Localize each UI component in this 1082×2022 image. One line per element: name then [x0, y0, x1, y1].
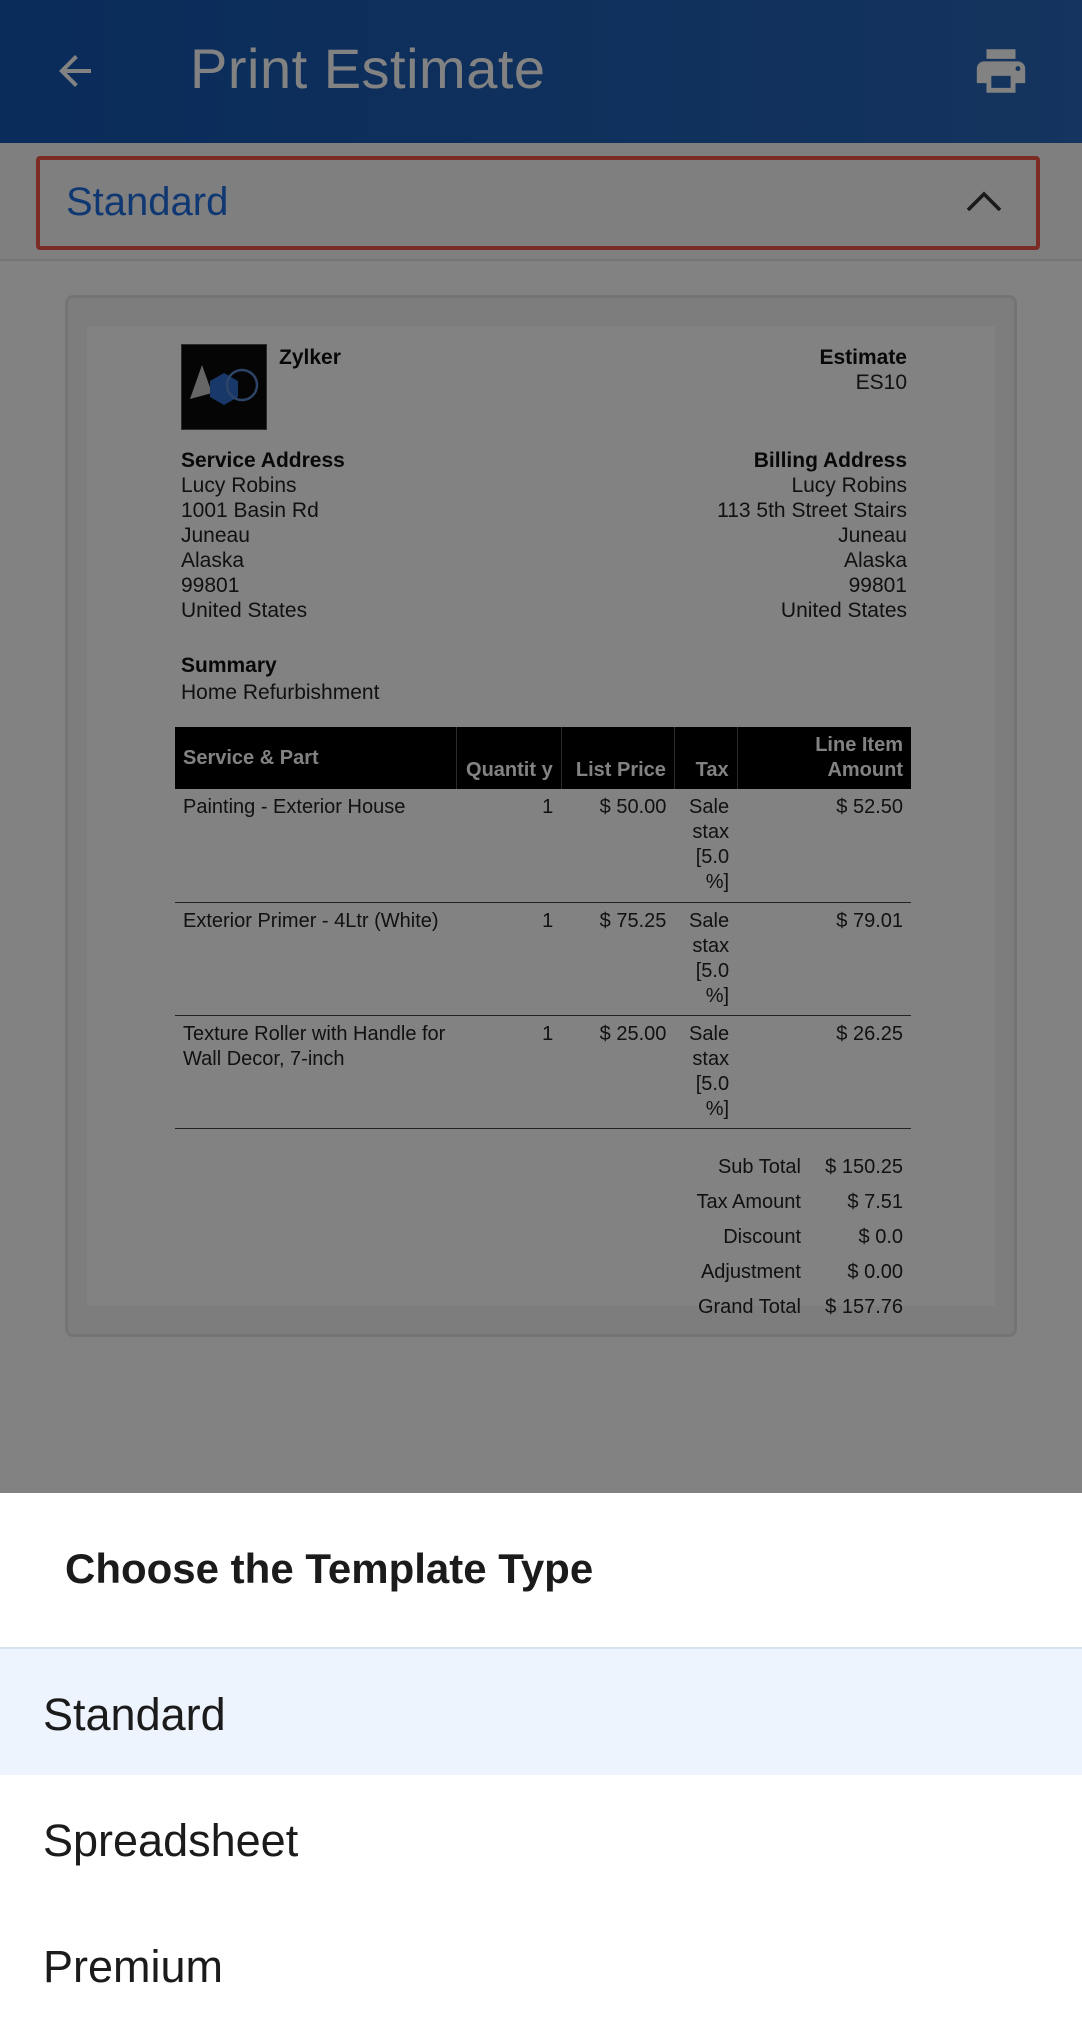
- item-name: Painting - Exterior House: [175, 789, 456, 902]
- item-amount: $ 52.50: [737, 789, 911, 902]
- item-name: Texture Roller with Handle for Wall Decor, 7-inch: [175, 1015, 456, 1128]
- item-amount: $ 26.25: [737, 1015, 911, 1128]
- item-tax: Sale stax [5.0 %]: [674, 902, 737, 1015]
- option-label: Spreadsheet: [43, 1815, 299, 1866]
- header-tax: Tax: [674, 727, 737, 789]
- template-type-sheet: [0, 1493, 1082, 2022]
- item-amount: $ 79.01: [737, 902, 911, 1015]
- item-name: Exterior Primer - 4Ltr (White): [175, 902, 456, 1015]
- option-premium[interactable]: [0, 1901, 1082, 2022]
- discount-label: Discount: [723, 1226, 801, 1248]
- address-line: Lucy Robins: [791, 474, 907, 497]
- item-qty: 1: [456, 902, 561, 1015]
- address-line: 99801: [848, 574, 907, 597]
- option-standard[interactable]: [0, 1649, 1082, 1775]
- estimate-label: Estimate: [819, 346, 907, 369]
- grand-total-value: $ 157.76: [825, 1296, 903, 1318]
- tax-amount-value: $ 7.51: [847, 1191, 903, 1213]
- address-line: United States: [181, 599, 308, 622]
- item-price: $ 75.25: [561, 902, 674, 1015]
- option-label: Premium: [43, 1941, 224, 1992]
- company-name: Zylker: [279, 346, 341, 369]
- header-quantity: Quantit y: [456, 727, 561, 789]
- estimate-number: ES10: [855, 371, 907, 394]
- item-qty: 1: [456, 1015, 561, 1128]
- sub-total-label: Sub Total: [717, 1156, 801, 1178]
- address-line: United States: [780, 599, 907, 622]
- adjustment-label: Adjustment: [700, 1261, 801, 1283]
- tax-amount-label: Tax Amount: [696, 1191, 801, 1213]
- page-title: Print Estimate: [190, 37, 546, 100]
- address-line: 99801: [181, 574, 240, 597]
- sheet-title: Choose the Template Type: [65, 1545, 594, 1592]
- header-service-part: Service & Part: [175, 727, 456, 789]
- service-address-title: Service Address: [181, 449, 345, 472]
- address-line: Juneau: [181, 524, 250, 547]
- option-label: Standard: [43, 1689, 226, 1740]
- discount-value: $ 0.0: [858, 1226, 903, 1248]
- address-line: Lucy Robins: [181, 474, 297, 497]
- header-list-price: List Price: [561, 727, 674, 789]
- grand-total-label: Grand Total: [697, 1296, 801, 1318]
- summary-text: Home Refurbishment: [181, 681, 380, 704]
- item-qty: 1: [456, 789, 561, 902]
- item-price: $ 25.00: [561, 1015, 674, 1128]
- address-line: Juneau: [838, 524, 907, 547]
- billing-address-title: Billing Address: [753, 449, 907, 472]
- item-tax: Sale stax [5.0 %]: [674, 1015, 737, 1128]
- sub-total-value: $ 150.25: [825, 1156, 903, 1178]
- address-line: 113 5th Street Stairs: [717, 499, 907, 522]
- adjustment-value: $ 0.00: [847, 1261, 903, 1283]
- summary-title: Summary: [181, 654, 277, 677]
- selected-template-label: Standard: [66, 180, 229, 224]
- option-spreadsheet[interactable]: [0, 1775, 1082, 1901]
- item-tax: Sale stax [5.0 %]: [674, 789, 737, 902]
- item-price: $ 50.00: [561, 789, 674, 902]
- header-line-item-amount: Line Item Amount: [737, 727, 911, 789]
- address-line: Alaska: [181, 549, 245, 572]
- address-line: 1001 Basin Rd: [181, 499, 319, 522]
- address-line: Alaska: [843, 549, 907, 572]
